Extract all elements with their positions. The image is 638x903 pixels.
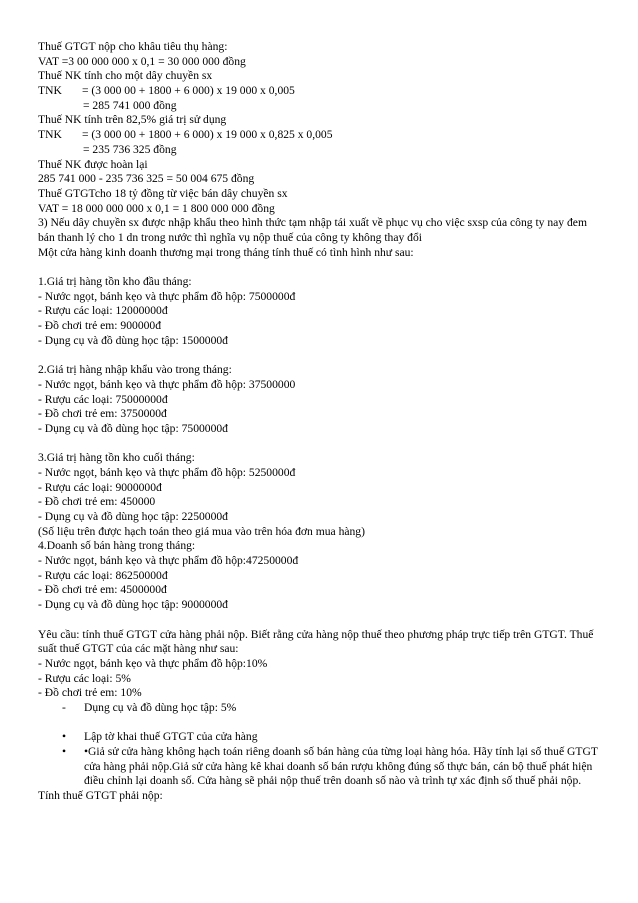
text-line: Thuế NK tính cho một dây chuyền sx: [38, 69, 213, 83]
list-item: - Nước ngọt, bánh kẹo và thực phẩm đồ hộp: 7500000đ: [38, 289, 296, 303]
rate-item: - Nước ngọt, bánh kẹo và thực phẩm đồ hộp:10%: [38, 656, 268, 670]
tnk-label: TNK: [38, 128, 62, 142]
text-line: Thuế NK tính trên 82,5% giá trị sử dụng: [38, 113, 227, 127]
list-item: - Đồ chơi trẻ em: 900000đ: [38, 319, 162, 333]
tnk-label: TNK: [38, 84, 62, 98]
bullet-text: •Giả sử cửa hàng không hạch toán riêng doanh số bán hàng của từng loại hàng hóa. Hãy tính lại số thuế GTGT cửa hàng phải nộp.Giả sử cửa hàng kê khai doanh số bán rượu không đúng số thực bán, cán bộ thuế phát hiện điều chỉnh lại doanh số. Cửa hàng sẽ phải nộp thuế trên doanh số nào và trình tự xác định số thuế phải nộp.: [84, 745, 598, 788]
text-line: Thuế NK được hoàn lại: [38, 157, 148, 171]
rate-item: - Đồ chơi trẻ em: 10%: [38, 686, 142, 700]
list-item: - Đồ chơi trẻ em: 4500000đ: [38, 583, 167, 597]
dash-list-item: [38, 701, 598, 716]
dash-item-text: Dụng cụ và đồ dùng học tập: 5%: [84, 701, 237, 714]
list-item: - Rượu các loại: 86250000đ: [38, 568, 168, 582]
bullet-text: Lập tờ khai thuế GTGT của cửa hàng: [84, 730, 258, 744]
list-item: - Dụng cụ và đồ dùng học tập: 1500000đ: [38, 333, 228, 347]
dash-marker: -: [62, 701, 66, 714]
list-item: - Rượu các loại: 75000000đ: [38, 392, 168, 406]
bullet-list: [38, 730, 598, 789]
list-item: - Nước ngọt, bánh kẹo và thực phẩm đồ hộp: 5250000đ: [38, 465, 296, 479]
list-item: - Nước ngọt, bánh kẹo và thực phẩm đồ hộp:47250000đ: [38, 554, 299, 568]
section-title: 3.Giá trị hàng tồn kho cuối tháng:: [38, 451, 195, 465]
requirement-intro: Yêu cầu: tính thuế GTGT cửa hàng phải nộp. Biết rằng cửa hàng nộp thuế theo phương pháp trực tiếp trên GTGT. Thuế suất thuế GTGT của các mặt hàng như sau:: [38, 627, 594, 656]
list-item: - Dụng cụ và đồ dùng học tập: 9000000đ: [38, 598, 228, 612]
list-item: - Rượu các loại: 12000000đ: [38, 304, 168, 318]
tnk-formula-line: [38, 84, 598, 99]
section-title: 2.Giá trị hàng nhập khẩu vào trong tháng:: [38, 363, 232, 377]
list-item: - Rượu các loại: 9000000đ: [38, 480, 162, 494]
text-line: Thuế GTGT nộp cho khâu tiêu thụ hàng:: [38, 40, 228, 53]
tnk-formula: = (3 000 00 + 1800 + 6 000) x 19 000 x 0,005: [82, 84, 295, 98]
text-line: Một cửa hàng kinh doanh thương mại trong tháng tính thuế có tình hình như sau:: [38, 245, 414, 259]
rate-item: - Rượu các loại: 5%: [38, 671, 131, 685]
bullet-marker: •: [62, 730, 67, 744]
list-item: - Đồ chơi trẻ em: 3750000đ: [38, 407, 167, 421]
list-item: - Nước ngọt, bánh kẹo và thực phẩm đồ hộp: 37500000: [38, 377, 296, 391]
paragraph: 3) Nếu dây chuyền sx được nhập khẩu theo hình thức tạm nhập tái xuất về phục vụ cho việc sxsp của công ty nay đem bán thanh lý cho 1 dn trong nước thì nghĩa vụ nộp thuế của công ty không thay đổi: [38, 216, 587, 244]
tnk-formula: = (3 000 00 + 1800 + 6 000) x 19 000 x 0,825 x 0,005: [82, 128, 333, 142]
list-item: - Đồ chơi trẻ em: 450000: [38, 495, 156, 509]
document-page: [38, 40, 598, 804]
bullet-item: [38, 745, 598, 789]
note-line: (Số liệu trên được hạch toán theo giá mua vào trên hóa đơn mua hàng): [38, 524, 365, 538]
text-line: VAT = 18 000 000 000 x 0,1 = 1 800 000 000 đồng: [38, 201, 275, 215]
text-line: 285 741 000 - 235 736 325 = 50 004 675 đồng: [38, 172, 255, 186]
list-item: - Dụng cụ và đồ dùng học tập: 2250000đ: [38, 510, 228, 524]
tnk-result: = 285 741 000 đồng: [83, 98, 177, 112]
section-title: 1.Giá trị hàng tồn kho đầu tháng:: [38, 275, 192, 289]
section-title: 4.Doanh số bán hàng trong tháng:: [38, 539, 196, 553]
bullet-item: [38, 730, 598, 745]
text-line: VAT =3 00 000 000 x 0,1 = 30 000 000 đồng: [38, 54, 246, 68]
text-line: Tính thuế GTGT phải nộp:: [38, 789, 163, 803]
tnk-formula-line: [38, 128, 598, 143]
bullet-marker: •: [62, 745, 67, 759]
text-line: Thuế GTGTcho 18 tỷ đồng từ việc bán dây chuyền sx: [38, 186, 288, 200]
tnk-result: = 235 736 325 đồng: [83, 142, 177, 156]
list-item: - Dụng cụ và đồ dùng học tập: 7500000đ: [38, 421, 228, 435]
